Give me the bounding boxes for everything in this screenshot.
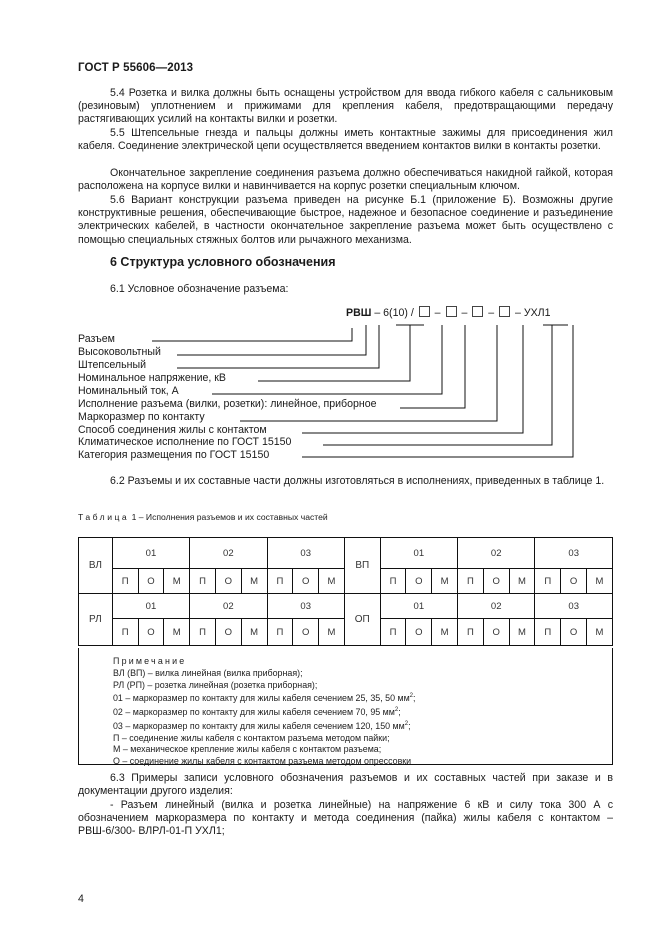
method-cell: М — [164, 569, 190, 594]
paragraph-text: Окончательное закрепление соединения разъема должно обеспечиваться накидной гайкой, которая расположена на корпусе вилки и навинчивается на корпус розетки специальным ключом. — [78, 167, 613, 193]
method-cell: О — [483, 619, 509, 646]
note-line-text: 01 – маркоразмер по контакту для жилы кабеля сечением 25, 35, 50 мм — [113, 693, 410, 704]
paragraph-text: 5.5 Штепсельные гнезда и пальцы должны иметь контактные зажимы для присоединения жил кабеля. Соединение электрической цепи осуществляется введением контактов вилки в контакты розетки. — [78, 127, 613, 153]
formula-separator: – — [485, 307, 498, 319]
paragraph-text: 5.4 Розетка и вилка должны быть оснащены устройством для ввода гибкого кабеля с сальниковым (резиновым) уплотнением и прижимами для крепления кабеля, предотвращающими передачу растягивающих усилий на контакты вилки и розетки. — [78, 87, 613, 126]
paragraph-text: 6.3 Примеры записи условного обозначения разъемов и их составных частей при заказе и в документации другого изделия: — [78, 772, 613, 798]
formula-prefix: РВШ — [346, 307, 372, 319]
size-header: 02 — [458, 594, 535, 619]
table-caption-title: – Исполнения разъемов и их составных частей — [136, 512, 328, 522]
table-row — [79, 594, 613, 619]
section-title: 6 Структура условного обозначения — [110, 255, 336, 269]
note-line — [113, 719, 415, 733]
legend-label: Штепсельный — [78, 359, 146, 371]
note-line-text: 02 – маркоразмер по контакту для жилы кабеля сечением 70, 95 мм — [113, 707, 395, 718]
method-cell: О — [215, 619, 241, 646]
method-cell: О — [293, 569, 319, 594]
method-cell: П — [112, 619, 138, 646]
note-line — [113, 705, 415, 719]
method-cell: М — [319, 619, 345, 646]
table-caption-number: 1 — [131, 512, 137, 522]
method-cell: О — [406, 569, 432, 594]
paragraph-text: - Разъем линейный (вилка и розетка линейные) на напряжение 6 кВ и силу тока 300 А с обозначением маркоразмера по контакту и метода соединения (пайка) жилы кабеля с контактом – РВШ-6/300- ВЛРЛ-01-П УХЛ1; — [78, 799, 613, 838]
method-cell: О — [561, 569, 587, 594]
method-cell: О — [483, 569, 509, 594]
page-number: 4 — [78, 893, 84, 905]
row-header: ОП — [344, 594, 380, 646]
table-caption — [78, 512, 328, 522]
paragraph-6-2 — [78, 475, 613, 488]
method-cell: О — [561, 619, 587, 646]
legend-label: Разъем — [78, 333, 115, 345]
method-cell: О — [293, 619, 319, 646]
formula-rating: – 6(10) / — [371, 307, 417, 319]
method-cell: М — [586, 619, 612, 646]
superscript: 2 — [394, 707, 399, 714]
method-cell: М — [164, 619, 190, 646]
paragraph-text: 6.2 Разъемы и их составные части должны изготовляться в исполнениях, приведенных в таблице 1. — [110, 475, 605, 487]
legend-label: Климатическое исполнение по ГОСТ 15150 — [78, 436, 292, 448]
superscript: 2 — [409, 693, 414, 700]
method-cell: П — [380, 569, 406, 594]
note-line-end: ; — [408, 720, 411, 731]
superscript: 2 — [404, 720, 409, 727]
note-line-end: ; — [413, 693, 416, 704]
method-cell: М — [509, 569, 535, 594]
method-cell: П — [190, 619, 216, 646]
formula-separator: – — [458, 307, 471, 319]
method-cell: О — [138, 619, 164, 646]
method-cell: М — [241, 619, 267, 646]
size-header: 01 — [112, 594, 189, 619]
paragraph-6-3-example — [78, 799, 613, 839]
note-line-text: 03 – маркоразмер по контакту для жилы кабеля сечением 120, 150 мм — [113, 720, 405, 731]
note-line-end: ; — [398, 707, 401, 718]
size-header: 03 — [267, 594, 344, 619]
legend-label: Номинальный ток, А — [78, 385, 179, 397]
note-line: ВЛ (ВП) – вилка линейная (вилка приборная); — [113, 667, 303, 678]
size-header: 02 — [190, 538, 267, 569]
note-line: О – соединение жилы кабеля с контактом разъема методом опрессовки — [113, 756, 412, 767]
method-cell: О — [406, 619, 432, 646]
size-header: 01 — [112, 538, 189, 569]
note-title: Примечание — [113, 656, 187, 666]
method-cell: О — [138, 569, 164, 594]
note-line: П – соединение жилы кабеля с контактом разъема методом пайки; — [113, 732, 390, 743]
legend-label: Способ соединения жилы с контактом — [78, 424, 267, 436]
size-header: 02 — [190, 594, 267, 619]
method-cell: П — [380, 619, 406, 646]
size-header: 01 — [380, 594, 457, 619]
table-row — [79, 538, 613, 569]
method-cell: П — [112, 569, 138, 594]
legend-label: Категория размещения по ГОСТ 15150 — [78, 449, 270, 461]
method-cell: М — [432, 569, 458, 594]
table-note — [78, 648, 613, 765]
method-cell: П — [267, 569, 293, 594]
note-line: РЛ (РП) – розетка линейная (розетка приборная); — [113, 679, 318, 690]
row-header: ВП — [344, 538, 380, 594]
note-line: М – механическое крепление жилы кабеля с контактом разъема; — [113, 744, 382, 755]
formula-separator: – — [431, 307, 444, 319]
method-cell: П — [535, 619, 561, 646]
method-cell: О — [215, 569, 241, 594]
paragraph-6-3 — [78, 772, 613, 798]
row-header: РЛ — [79, 594, 113, 646]
paragraph-text: 6.1 Условное обозначение разъема: — [110, 283, 289, 295]
legend-label: Номинальное напряжение, кВ — [78, 372, 226, 384]
method-cell: М — [241, 569, 267, 594]
size-header: 02 — [458, 538, 535, 569]
paragraph-text: 5.6 Вариант конструкции разъема приведен на рисунке Б.1 (приложение Б). Возможны другие конструктивные решения, обеспечивающие быстрое, надежное и безопасное соединение и разъединение электрических кабелей, в частности окончательное закрепление разъема может быть осуществлено с помощью специальных стяжных болтов или рычажного механизма. — [78, 194, 613, 246]
row-header: ВЛ — [79, 538, 113, 594]
formula-suffix: – УХЛ1 — [512, 307, 551, 319]
size-header: 03 — [267, 538, 344, 569]
legend-label: Высоковольтный — [78, 346, 161, 358]
method-cell: П — [535, 569, 561, 594]
method-cell: П — [458, 619, 484, 646]
legend-label: Исполнение разъема (вилки, розетки): линейное, приборное — [78, 398, 377, 410]
method-cell: П — [190, 569, 216, 594]
variants-table — [78, 537, 613, 646]
table-caption-word: Таблица — [78, 512, 130, 522]
size-header: 03 — [535, 538, 613, 569]
method-cell: П — [458, 569, 484, 594]
note-line — [113, 691, 415, 705]
method-cell: М — [432, 619, 458, 646]
size-header: 01 — [380, 538, 457, 569]
method-cell: М — [586, 569, 612, 594]
method-cell: М — [319, 569, 345, 594]
legend-label: Маркоразмер по контакту — [78, 411, 205, 423]
document-header: ГОСТ Р 55606—2013 — [78, 62, 194, 74]
method-cell: П — [267, 619, 293, 646]
size-header: 03 — [535, 594, 613, 619]
method-cell: М — [509, 619, 535, 646]
